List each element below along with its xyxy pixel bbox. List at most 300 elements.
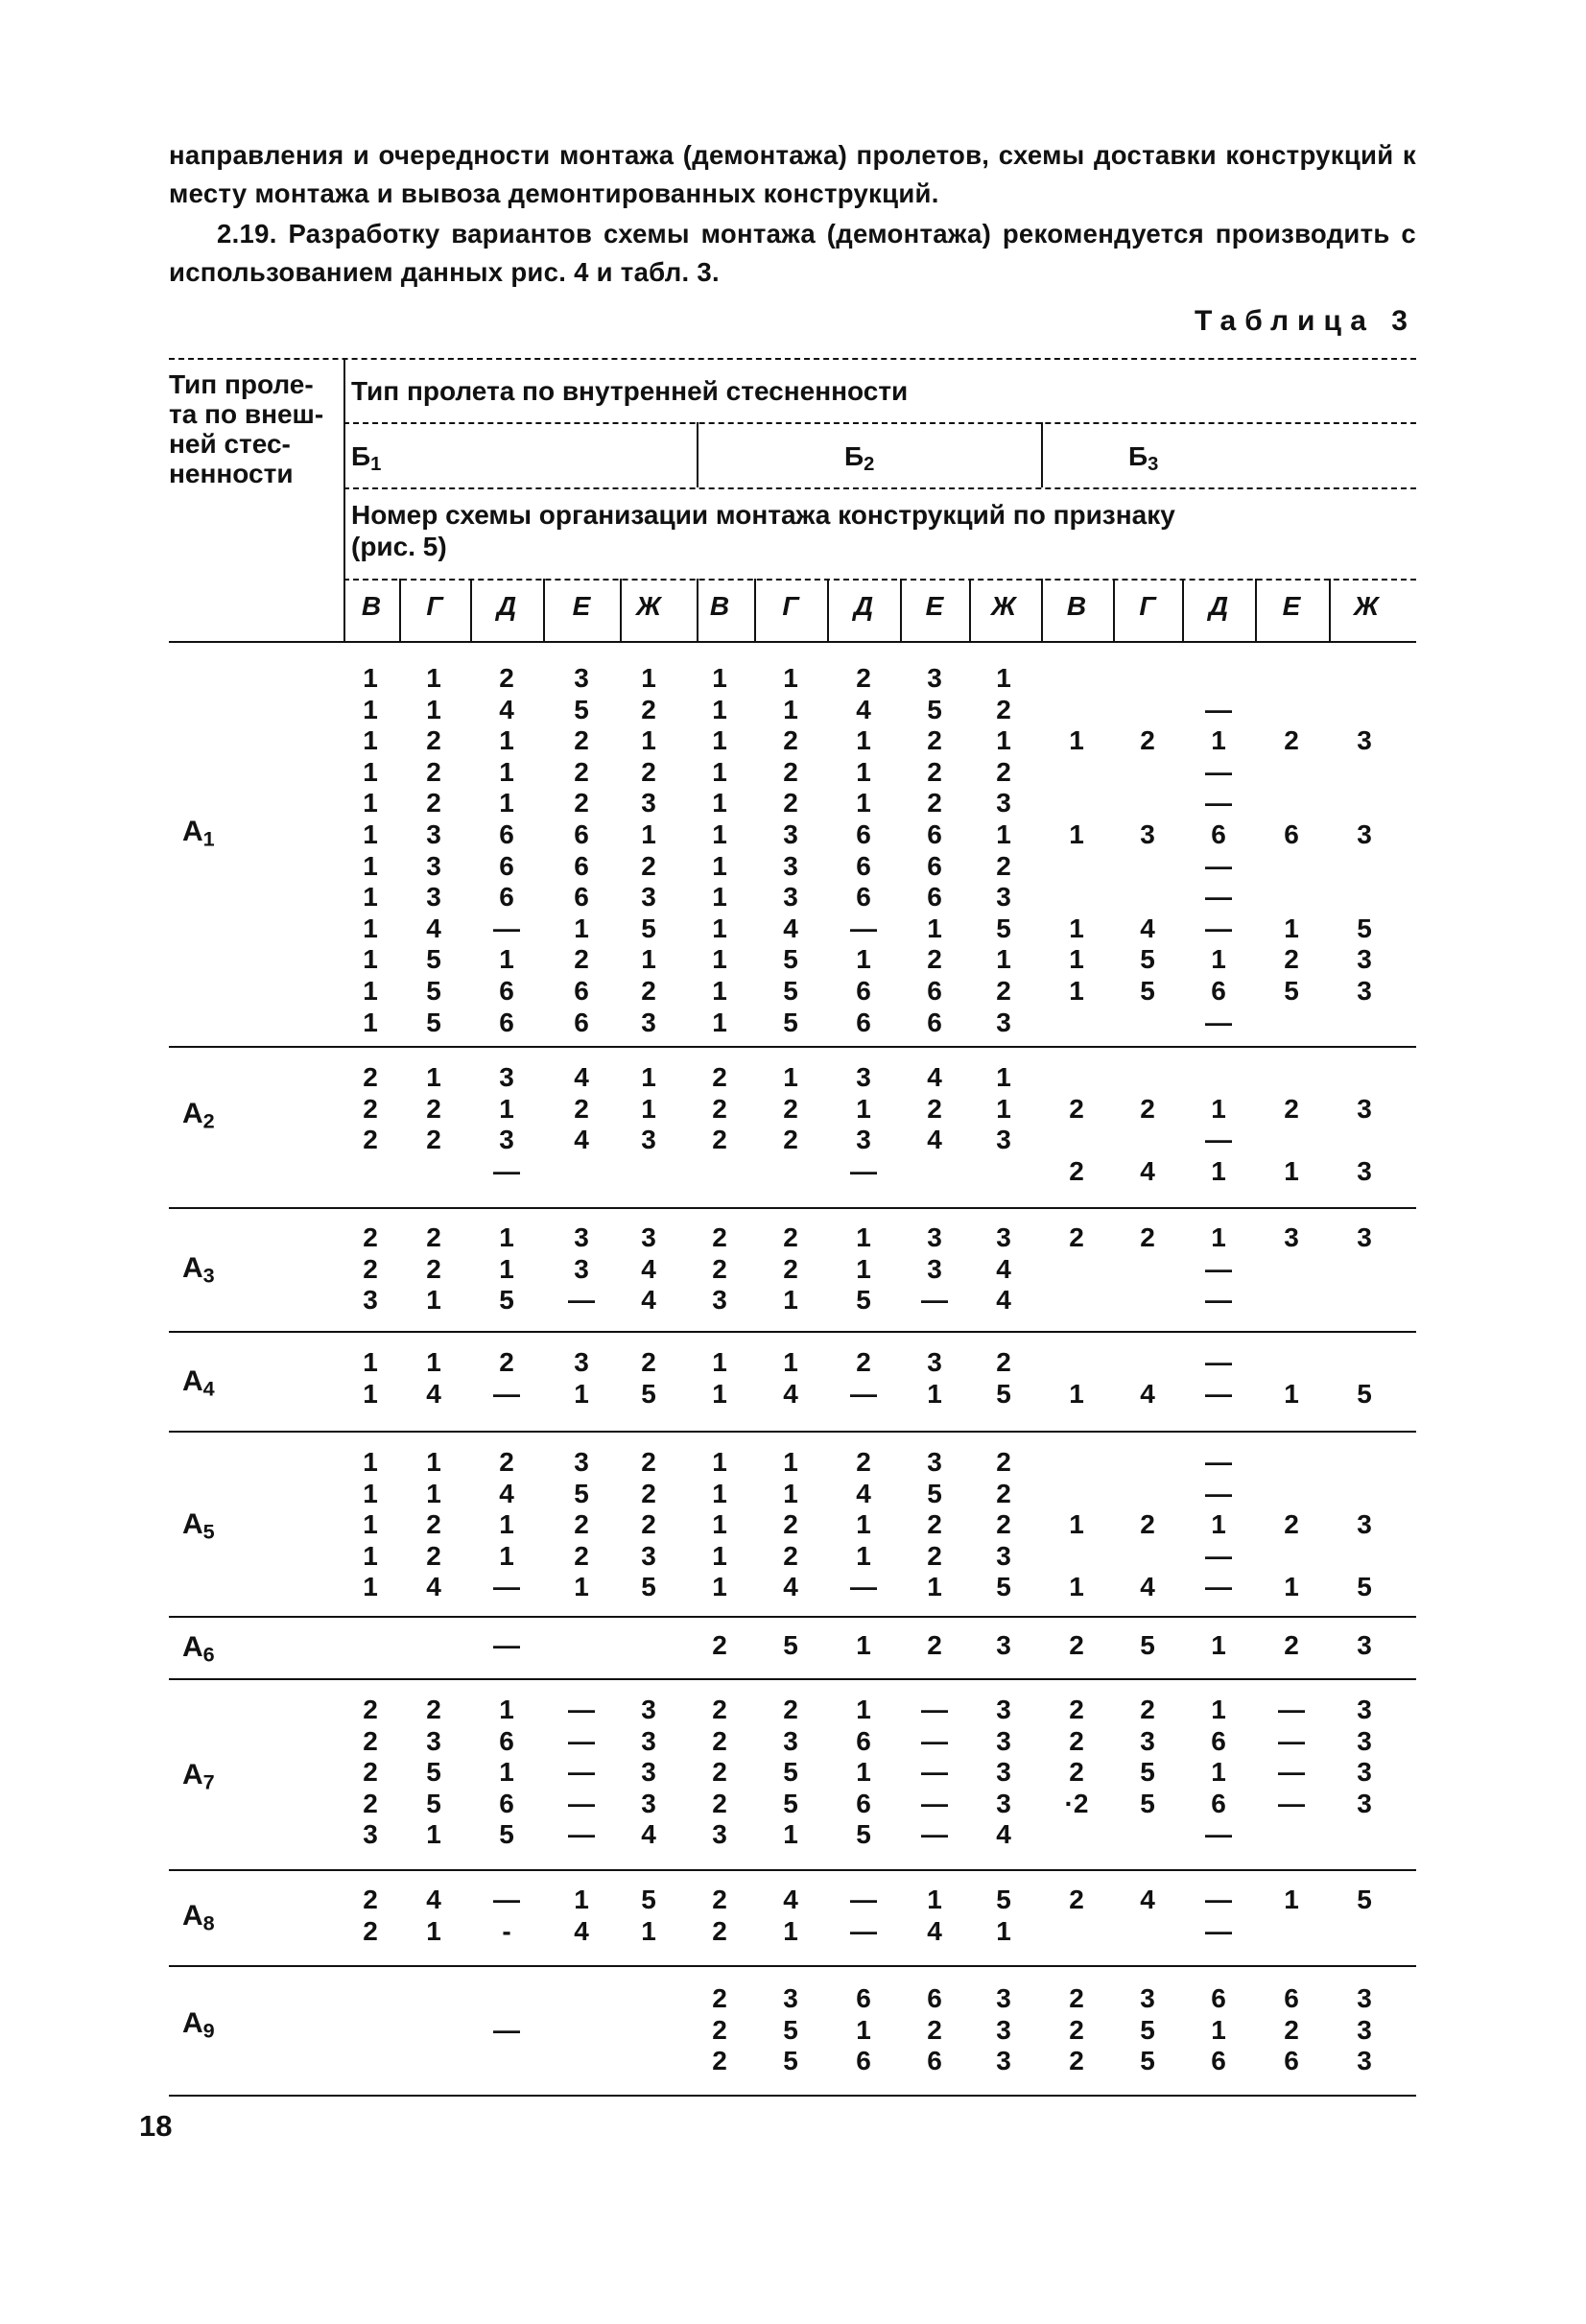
table-cell: — [1205, 882, 1232, 913]
table-cell: 3 [783, 1983, 798, 2013]
table-cell: 1 [426, 1478, 441, 1508]
table-cell: 3 [1357, 1630, 1372, 1660]
table-cell: 5 [783, 944, 798, 975]
table-cell: 1 [712, 756, 727, 787]
table-cell: 1 [363, 756, 378, 787]
table-cell: 4 [783, 1378, 798, 1409]
table-cell: 3 [996, 1757, 1011, 1788]
table-cell: 4 [996, 1253, 1011, 1284]
table-cell: 1 [363, 663, 378, 693]
table-cell: 2 [363, 1125, 378, 1155]
table-cell: 1 [426, 1285, 441, 1316]
table-cell: 2 [856, 1347, 871, 1377]
table-cell: 5 [1140, 1630, 1155, 1660]
table-cell: 4 [499, 1478, 514, 1508]
table-cell: 2 [426, 1540, 441, 1571]
table-cell: 2 [426, 1695, 441, 1724]
table-cell: 2 [574, 1509, 589, 1540]
table-cell: 1 [712, 725, 727, 756]
table-cell: 1 [712, 819, 727, 849]
table-cell: 2 [1069, 1222, 1084, 1252]
table-cell: 2 [363, 1725, 378, 1756]
table-cell: 5 [1140, 944, 1155, 975]
table-cell: 6 [574, 976, 589, 1006]
table-cell: 1 [856, 1253, 871, 1284]
table-cell: — [493, 913, 520, 943]
table-cell: 3 [1357, 725, 1372, 756]
table-cell: 2 [641, 756, 656, 787]
table-cell: 5 [574, 694, 589, 724]
table-cell: 4 [1140, 1378, 1155, 1409]
table-cell: — [1205, 694, 1232, 724]
table-cell: 5 [574, 1478, 589, 1508]
table-cell: 2 [783, 1509, 798, 1540]
table-cell: 2 [1069, 1885, 1084, 1914]
table-cell: 3 [641, 1007, 656, 1037]
table-cell: 1 [426, 1447, 441, 1477]
table-cell: 4 [783, 913, 798, 943]
table-cell: 3 [1284, 1222, 1299, 1252]
table-cell: 1 [1284, 1155, 1299, 1186]
table-cell: 5 [1284, 976, 1299, 1006]
table-cell: 4 [1140, 1885, 1155, 1914]
table-cell: 6 [856, 850, 871, 881]
table-cell: 2 [996, 1347, 1011, 1377]
table-cell: — [1205, 1885, 1232, 1914]
table-cell: — [1205, 1253, 1232, 1284]
table-cell: 3 [1357, 1757, 1372, 1788]
table-cell: 2 [426, 1125, 441, 1155]
table-cell: 4 [641, 1253, 656, 1284]
table-cell: — [493, 1572, 520, 1602]
col-divider [470, 579, 472, 642]
table-cell: 6 [574, 1007, 589, 1037]
col-divider [900, 579, 902, 642]
table-cell: — [1205, 1478, 1232, 1508]
table-cell: 6 [856, 1007, 871, 1037]
table-cell: 4 [574, 1062, 589, 1092]
table-cell: 1 [426, 1819, 441, 1850]
table-cell: 4 [426, 913, 441, 943]
table-cell: 2 [783, 1222, 798, 1252]
table-cell: 3 [574, 1253, 589, 1284]
table-cell: 5 [426, 944, 441, 975]
table-cell: 5 [499, 1285, 514, 1316]
table-cell: 5 [996, 913, 1011, 943]
table-cell: 2 [641, 1509, 656, 1540]
table-cell: 1 [499, 756, 514, 787]
table-cell: 2 [363, 1062, 378, 1092]
table-cell: 2 [856, 663, 871, 693]
col-divider [543, 579, 545, 642]
table-cell: 1 [641, 663, 656, 693]
col-header-b1-v: В [361, 591, 382, 621]
table-cell: 6 [1211, 1983, 1226, 2013]
table-cell: 3 [499, 1062, 514, 1092]
table-cell: 1 [499, 1757, 514, 1788]
table-cell: — [1205, 1378, 1232, 1409]
table-cell: 3 [927, 663, 942, 693]
table-cell: 6 [499, 976, 514, 1006]
table-cell: 2 [927, 1630, 942, 1660]
table-cell: 2 [1069, 1155, 1084, 1186]
table-cell: 6 [927, 882, 942, 913]
table-cell: 3 [996, 1630, 1011, 1660]
table-caption: Таблица 3 [1194, 305, 1416, 337]
table-cell: 2 [712, 1630, 727, 1660]
table-cell: 1 [363, 1378, 378, 1409]
table-cell: 1 [1211, 1695, 1226, 1724]
table-cell: 3 [856, 1062, 871, 1092]
table-cell: — [1205, 1819, 1232, 1850]
table-cell: 1 [499, 725, 514, 756]
table-cell: 5 [856, 1819, 871, 1850]
table-cell: 3 [783, 850, 798, 881]
table-cell: 1 [783, 1347, 798, 1377]
table-cell: 3 [996, 1695, 1011, 1724]
table-cell: 3 [1357, 1222, 1372, 1252]
table-cell: 1 [1069, 725, 1084, 756]
table-cell: — [493, 2014, 520, 2045]
table-cell: 4 [574, 1125, 589, 1155]
table-cell: 1 [996, 944, 1011, 975]
table-top-rule [169, 358, 1416, 360]
table-cell: 2 [996, 976, 1011, 1006]
table-cell: 2 [426, 725, 441, 756]
table-cell: 1 [641, 819, 656, 849]
table-cell: 1 [712, 1447, 727, 1477]
page-number: 18 [139, 2109, 173, 2143]
table-cell: 1 [927, 1378, 942, 1409]
group-b1-label: $Б_1$ [351, 441, 382, 476]
table-cell: 2 [1140, 1222, 1155, 1252]
table-cell: 1 [996, 1093, 1011, 1124]
table-cell: — [921, 1695, 948, 1724]
table-cell: 5 [783, 976, 798, 1006]
table-cell: 4 [1140, 1572, 1155, 1602]
table-cell: 3 [1357, 2014, 1372, 2045]
table-cell: 1 [363, 1509, 378, 1540]
table-cell: 2 [1069, 2014, 1084, 2045]
table-cell: 2 [1069, 1093, 1084, 1124]
table-cell: 4 [996, 1285, 1011, 1316]
table-cell: — [921, 1788, 948, 1818]
table-cell: 2 [574, 944, 589, 975]
table-cell: 3 [927, 1222, 942, 1252]
table-cell: 1 [712, 1007, 727, 1037]
table-cell: — [1205, 1125, 1232, 1155]
row-separator [169, 1616, 1416, 1618]
table-cell: 2 [641, 1478, 656, 1508]
table-cell: 4 [499, 694, 514, 724]
table-cell: 2 [1069, 1757, 1084, 1788]
table-cell: 6 [856, 1983, 871, 2013]
table-cell: 5 [1140, 1788, 1155, 1818]
table-cell: 5 [641, 1572, 656, 1602]
table-cell: 3 [996, 2046, 1011, 2076]
table-cell: 2 [927, 1509, 942, 1540]
table-cell: 4 [856, 1478, 871, 1508]
row-label-a1: $А_1$ [182, 816, 215, 851]
table-cell: 5 [641, 1378, 656, 1409]
table-cell: 1 [783, 1819, 798, 1850]
table-cell: 1 [996, 663, 1011, 693]
table-cell: 1 [363, 1572, 378, 1602]
col-header-b3-g: Г [1139, 591, 1156, 621]
table-cell: 1 [1211, 725, 1226, 756]
table-cell: — [921, 1757, 948, 1788]
table-cell: 1 [499, 1695, 514, 1724]
table-cell: 2 [574, 756, 589, 787]
table-cell: 3 [1140, 1983, 1155, 2013]
table-cell: 3 [783, 1725, 798, 1756]
table-cell: 3 [712, 1285, 727, 1316]
table-cell: — [921, 1285, 948, 1316]
table-cell: — [1205, 913, 1232, 943]
table-cell: 2 [927, 944, 942, 975]
header-divider-b1-b2 [697, 422, 698, 487]
table-cell: 3 [641, 788, 656, 818]
header-rule-1 [343, 422, 1416, 424]
table-cell: 3 [641, 1695, 656, 1724]
table-cell: 3 [641, 1222, 656, 1252]
table-cell: 1 [363, 1007, 378, 1037]
table-cell: 2 [712, 2046, 727, 2076]
table-cell: — [1205, 1007, 1232, 1037]
table-cell: 1 [363, 1540, 378, 1571]
intro-paragraph-continuation: направления и очередности монтажа (демонтажа) пролетов, схемы доставки конструкций к месту монтажа и вывоза демонтированных конструкций. [169, 140, 1416, 208]
col-divider [827, 579, 829, 642]
table-cell: 2 [426, 1093, 441, 1124]
table-cell: 3 [1357, 1725, 1372, 1756]
table-cell: 3 [996, 882, 1011, 913]
row-label-a4: $А_4$ [182, 1365, 215, 1401]
table-cell: 4 [996, 1819, 1011, 1850]
table-cell: 2 [363, 1695, 378, 1724]
table-cell: 6 [1211, 1788, 1226, 1818]
table-cell: 1 [641, 944, 656, 975]
table-cell: — [1278, 1757, 1305, 1788]
table-cell: 3 [996, 1125, 1011, 1155]
table-cell: 3 [641, 1757, 656, 1788]
table-cell: 1 [363, 976, 378, 1006]
table-cell: 6 [856, 2046, 871, 2076]
table-cell: 1 [641, 1915, 656, 1946]
table-cell: 1 [712, 882, 727, 913]
table-cell: 5 [641, 1885, 656, 1914]
table-cell: — [1205, 1572, 1232, 1602]
table-cell: — [568, 1757, 595, 1788]
row-separator [169, 1869, 1416, 1871]
table-cell: 2 [712, 1695, 727, 1724]
table-cell: 4 [856, 694, 871, 724]
table-cell: 5 [1357, 1378, 1372, 1409]
table-cell: 2 [1069, 1983, 1084, 2013]
table-cell: 3 [712, 1819, 727, 1850]
table-cell: 2 [1284, 1509, 1299, 1540]
table-cell: 6 [574, 882, 589, 913]
table-cell: — [1205, 1915, 1232, 1946]
table-cell: 1 [712, 1540, 727, 1571]
table-cell: 1 [783, 1915, 798, 1946]
table-cell: 2 [783, 1253, 798, 1284]
table-cell: 6 [499, 1725, 514, 1756]
table-cell: 1 [1211, 1630, 1226, 1660]
table-cell: 5 [996, 1885, 1011, 1914]
table-cell: 2 [641, 976, 656, 1006]
table-cell: — [850, 1378, 877, 1409]
table-cell: 1 [712, 913, 727, 943]
col-header-b3-d: Д [1208, 591, 1229, 621]
table-cell: 1 [996, 1915, 1011, 1946]
row-label-a2: $А_2$ [182, 1098, 215, 1133]
table-cell: 6 [499, 1788, 514, 1818]
table-cell: 1 [363, 819, 378, 849]
table-cell: 2 [996, 694, 1011, 724]
table-cell: 4 [426, 1378, 441, 1409]
table-cell: 6 [1211, 1725, 1226, 1756]
table-cell: 2 [1140, 1093, 1155, 1124]
table-cell: 5 [426, 976, 441, 1006]
table-cell: 1 [641, 1093, 656, 1124]
table-cell: 3 [1357, 1695, 1372, 1724]
table-cell: — [850, 1572, 877, 1602]
table-cell: 1 [363, 850, 378, 881]
table-cell: 1 [1069, 944, 1084, 975]
row-separator [169, 1965, 1416, 1967]
table-cell: 6 [856, 1788, 871, 1818]
table-cell: 1 [574, 1378, 589, 1409]
table-cell: 5 [426, 1757, 441, 1788]
table-cell: — [493, 1885, 520, 1914]
table-cell: 1 [856, 1540, 871, 1571]
table-cell: 5 [1357, 913, 1372, 943]
table-cell: — [493, 1378, 520, 1409]
row-label-a9: $А_9$ [182, 2007, 215, 2043]
table-cell: 1 [1284, 913, 1299, 943]
table-cell: 2 [1284, 2014, 1299, 2045]
col-divider [1255, 579, 1257, 642]
table-cell: 1 [712, 694, 727, 724]
table-cell: 1 [499, 1093, 514, 1124]
table-cell: 1 [996, 1062, 1011, 1092]
table-cell: 2 [426, 1509, 441, 1540]
table-cell: 3 [1357, 1155, 1372, 1186]
table-cell: 1 [712, 976, 727, 1006]
table-cell: 2 [426, 756, 441, 787]
col-header-b1-e: Е [572, 591, 591, 621]
group-b2-label: $Б_2$ [844, 441, 875, 476]
table-cell: 1 [499, 1222, 514, 1252]
table-cell: 1 [363, 694, 378, 724]
table-cell: 1 [783, 1285, 798, 1316]
table-cell: — [850, 1155, 877, 1186]
table-cell: 5 [783, 1007, 798, 1037]
table-cell: — [1205, 788, 1232, 818]
table-cell: 6 [574, 819, 589, 849]
table-cell: 3 [1357, 1509, 1372, 1540]
table-cell: 5 [1140, 2046, 1155, 2076]
table-cell: 6 [1284, 1983, 1299, 2013]
table-cell: — [921, 1819, 948, 1850]
table-cell: 3 [426, 819, 441, 849]
table-cell: 5 [996, 1572, 1011, 1602]
table-cell: 1 [499, 788, 514, 818]
table-cell: 2 [712, 1757, 727, 1788]
col-divider [1113, 579, 1115, 642]
table-cell: 2 [783, 788, 798, 818]
table-cell: 1 [363, 913, 378, 943]
table-cell: 2 [574, 1093, 589, 1124]
table-cell: 4 [927, 1915, 942, 1946]
table-cell: 1 [574, 1572, 589, 1602]
table-cell: 1 [499, 1540, 514, 1571]
table-cell: 2 [363, 1253, 378, 1284]
table-cell: 3 [574, 663, 589, 693]
table-cell: — [493, 1155, 520, 1186]
table-cell: 2 [712, 1788, 727, 1818]
table-cell: 2 [641, 694, 656, 724]
table-cell: 6 [499, 850, 514, 881]
table-cell: 6 [927, 819, 942, 849]
table-cell: 1 [363, 725, 378, 756]
table-cell: 2 [499, 663, 514, 693]
table-cell: 1 [1069, 1378, 1084, 1409]
table-cell: 2 [712, 1983, 727, 2013]
table-cell: 2 [927, 725, 942, 756]
table-cell: 3 [641, 882, 656, 913]
table-cell: 3 [1357, 2046, 1372, 2076]
table-cell: 5 [927, 1478, 942, 1508]
table-cell: — [1278, 1788, 1305, 1818]
col-header-b3-v: В [1066, 591, 1087, 621]
table-cell: 2 [574, 725, 589, 756]
table-cell: 2 [927, 788, 942, 818]
table-cell: 1 [712, 1478, 727, 1508]
table-cell: 1 [712, 1347, 727, 1377]
row-separator [169, 1431, 1416, 1433]
table-cell: — [1278, 1725, 1305, 1756]
table-cell: — [921, 1725, 948, 1756]
table-cell: 1 [1211, 1155, 1226, 1186]
table-cell: 6 [927, 976, 942, 1006]
table-cell: 3 [574, 1447, 589, 1477]
table-cell: 3 [1357, 1093, 1372, 1124]
table-cell: 5 [783, 2014, 798, 2045]
table-cell: 3 [996, 1788, 1011, 1818]
table-cell: 1 [1069, 1572, 1084, 1602]
table-cell: 6 [856, 882, 871, 913]
table-cell: 3 [783, 819, 798, 849]
row-label-a3: $А_3$ [182, 1252, 215, 1288]
table-cell: 1 [856, 1093, 871, 1124]
table-cell: 1 [856, 1630, 871, 1660]
table-cell: — [1205, 1285, 1232, 1316]
table-cell: 2 [641, 850, 656, 881]
table-cell: 1 [363, 1347, 378, 1377]
table-cell: 2 [712, 1125, 727, 1155]
table-cell: 1 [856, 1222, 871, 1252]
table-cell: 6 [1211, 819, 1226, 849]
col-divider [1329, 579, 1331, 642]
table-cell: 1 [783, 1447, 798, 1477]
table-cell: 3 [996, 1983, 1011, 2013]
col-divider [754, 579, 756, 642]
table-cell: 3 [1357, 944, 1372, 975]
table-cell: 5 [783, 2046, 798, 2076]
table-cell: 2 [1284, 944, 1299, 975]
table-cell: 2 [1069, 1695, 1084, 1724]
